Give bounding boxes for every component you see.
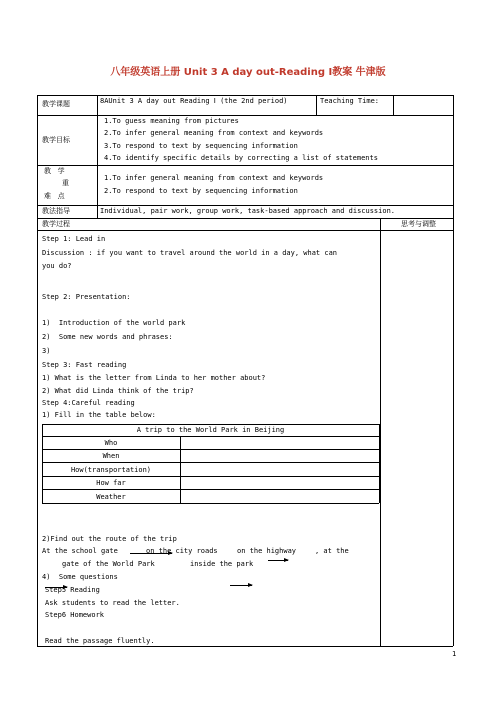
trip-table-title-line [42, 436, 379, 437]
row-divider-keypoints [37, 205, 453, 206]
fast-question-2: 2) What did Linda think of the trip? [42, 387, 194, 395]
method-value: Individual, pair work, group work, task-based approach and discussion. [100, 207, 396, 215]
row-divider-goals [37, 165, 453, 166]
keypoint-item-1: 1.To infer general meaning from context and keywords [104, 174, 324, 182]
step6: Step6 Homework [45, 611, 105, 619]
discussion-line-2: you do? [42, 262, 72, 270]
fill-table-instruction: 1) Fill in the table below: [42, 411, 156, 419]
route-school-gate: At the school gate [42, 547, 118, 555]
page-number: 1 [452, 650, 457, 658]
side-notes-label: 思考与调整 [401, 220, 436, 228]
trip-row-weather: Weather [96, 493, 126, 501]
trip-table-bottom [42, 503, 379, 504]
trip-table-line-2 [42, 462, 379, 463]
row-divider-subject [37, 115, 453, 116]
trip-table-line-4 [42, 489, 379, 490]
table-border-left [37, 95, 38, 646]
method-label: 教法指导 [42, 207, 70, 215]
time-cell-divider-2 [393, 95, 394, 115]
keypoints-label-top: 教 学 [44, 167, 65, 175]
route-title: 2)Find out the route of the trip [42, 535, 177, 543]
table-border-right [453, 95, 454, 646]
process-label: 教学过程 [42, 220, 70, 228]
route-inside-park: inside the park [190, 560, 254, 568]
read-fluently: Read the passage fluently. [45, 637, 155, 645]
table-border-top [37, 95, 453, 96]
route-highway: on the highway [237, 547, 297, 555]
teaching-time-label: Teaching Time: [320, 97, 380, 105]
ask-students: Ask students to read the letter. [45, 599, 180, 607]
trip-row-how-far: How far [96, 479, 126, 487]
route-arrow-icon [130, 553, 172, 554]
trip-table-left [42, 424, 43, 503]
step4: Step 4:Careful reading [42, 399, 135, 407]
goals-label: 教学目标 [42, 136, 70, 144]
step2: Step 2: Presentation: [42, 293, 131, 301]
label-column-divider [97, 95, 98, 218]
trip-table-mid [180, 436, 181, 503]
time-cell-divider-1 [316, 95, 317, 115]
goal-item-1: 1.To guess meaning from pictures [104, 117, 239, 125]
step1: Step 1: Lead in [42, 235, 106, 243]
trip-table-title: A trip to the World Park in Beijing [136, 426, 285, 434]
subject-value: 8AUnit 3 A day out Reading Ⅰ (the 2nd period) [100, 97, 288, 105]
row-divider-process [37, 230, 453, 231]
presentation-1: 1) Introduction of the world park [42, 319, 186, 327]
keypoints-label-mid: 重 [62, 179, 69, 187]
route-arrow-icon [268, 560, 288, 561]
document-title: 八年级英语上册 Unit 3 A day out-Reading Ⅰ教案 牛津版 [110, 67, 386, 78]
discussion-line-1: Discussion : if you want to travel around the world in a day, what can [42, 249, 338, 257]
row-divider-method [37, 218, 453, 219]
trip-row-when: When [102, 452, 120, 460]
presentation-2: 2) Some new words and phrases: [42, 333, 173, 341]
table-border-bottom [37, 646, 453, 647]
route-arrow-icon [230, 585, 252, 586]
fast-question-1: 1) What is the letter from Linda to her mother about? [42, 374, 266, 382]
goal-item-4: 4.To identify specific details by correcting a list of statements [104, 154, 378, 162]
some-questions: 4) Some questions [42, 573, 118, 581]
presentation-3: 3) [42, 347, 51, 355]
goal-item-3: 3.To respond to text by sequencing information [104, 142, 298, 150]
keypoints-label-bot: 难 点 [44, 192, 65, 200]
subject-label: 教学课题 [42, 100, 70, 108]
trip-row-who: Who [104, 439, 118, 447]
trip-table-top [42, 424, 379, 425]
route-city-roads: on the city roads [146, 547, 218, 555]
trip-row-how: How(transportation) [70, 466, 152, 474]
route-at-the: , at the [315, 547, 349, 555]
goal-item-2: 2.To infer general meaning from context and keywords [104, 129, 324, 137]
route-park-gate: gate of the World Park [62, 560, 155, 568]
trip-table-line-1 [42, 449, 379, 450]
side-column-divider [380, 218, 381, 646]
step5: Step5 Reading [45, 586, 100, 594]
trip-table-line-3 [42, 476, 379, 477]
step3: Step 3: Fast reading [42, 361, 127, 369]
keypoint-item-2: 2.To respond to text by sequencing information [104, 187, 298, 195]
trip-table-right [379, 424, 380, 503]
